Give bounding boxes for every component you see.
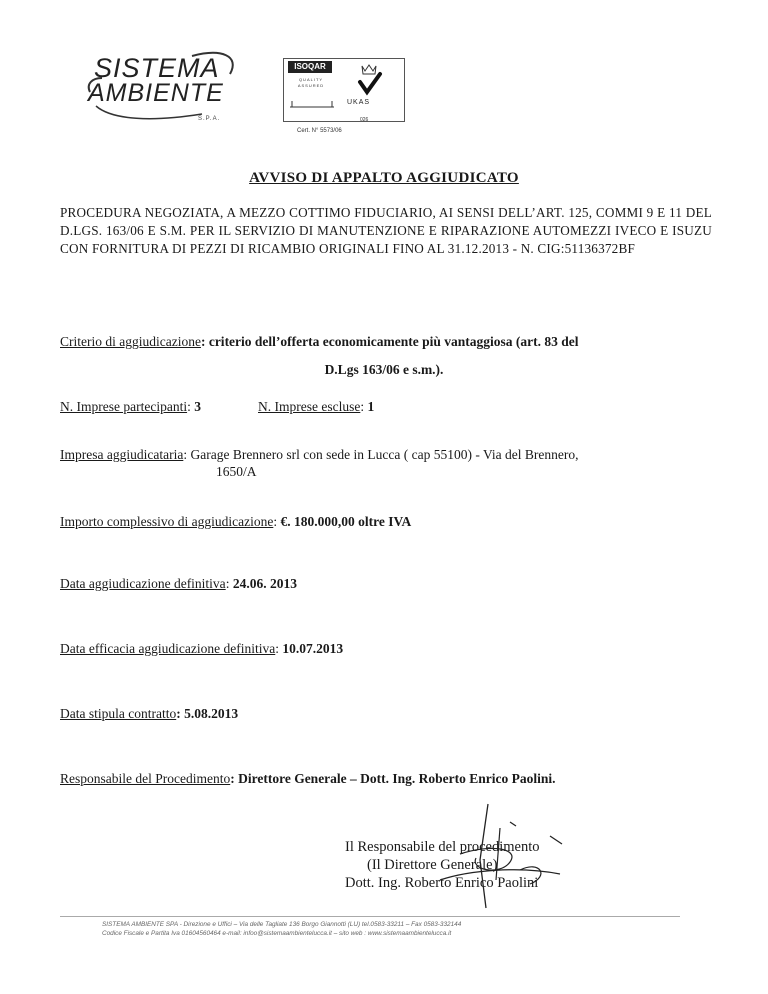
impresa-aggiudicataria-row: Impresa aggiudicataria: Garage Brennero srl con sede in Lucca ( cap 55100) - Via del Brennero, [60, 447, 579, 462]
quality-assured-label: QUALITY ASSURED [297, 77, 325, 88]
scale-icon [288, 97, 336, 111]
handwritten-signature [400, 800, 580, 910]
logo-text-ambiente: AMBIENTE [88, 79, 224, 107]
impresa-aggiudicataria-value: Garage Brennero srl con sede in Lucca ( cap 55100) - Via del Brennero, [190, 447, 579, 462]
criterio-value-continued: D.Lgs 163/06 e s.m.). [324, 362, 444, 377]
impresa-aggiudicataria-label: Impresa aggiudicataria [60, 447, 184, 462]
criterio-row: Criterio di aggiudicazione: criterio dell’offerta economicamente più vantaggiosa (art. 83 del [60, 334, 579, 349]
isoqar-label: ISOQAR [288, 61, 332, 73]
criterio-label: Criterio di aggiudicazione [60, 334, 201, 349]
data-aggiudicazione-row: Data aggiudicazione definitiva: 24.06. 2013 [60, 576, 297, 591]
data-efficacia-value: 10.07.2013 [282, 641, 344, 656]
imprese-partecipanti-row: N. Imprese partecipanti: 3 [60, 399, 201, 414]
imprese-partecipanti-value: 3 [194, 399, 201, 414]
responsabile-label: Responsabile del Procedimento [60, 771, 231, 786]
data-stipula-value: 5.08.2013 [184, 706, 239, 721]
document-title: AVVISO DI APPALTO AGGIUDICATO [249, 170, 519, 186]
impresa-aggiudicataria-address-continued: 1650/A [216, 464, 257, 479]
ukas-crown-check-icon [352, 62, 386, 98]
responsabile-row: Responsabile del Procedimento: Direttore Generale – Dott. Ing. Roberto Enrico Paolini. [60, 771, 556, 786]
data-efficacia-label: Data efficacia aggiudicazione definitiva [60, 641, 276, 656]
footer [102, 920, 461, 938]
imprese-escluse-value: 1 [367, 399, 375, 414]
footer-divider [60, 916, 680, 917]
criterio-value: criterio dell’offerta economicamente più vantaggiosa (art. 83 del [208, 334, 579, 349]
ukas-label: UKAS [347, 99, 371, 106]
procedure-description: PROCEDURA NEGOZIATA, A MEZZO COTTIMO FIDUCIARIO, AI SENSI DELL’ART. 125, COMMI 9 E 11 DEL D.LGS. 163/06 E S.M. PER IL SERVIZIO DI MANUTENZIONE E RIPARAZIONE AUTOMEZZI IVECO E ISUZU CON FORNITURA DI PEZZI DI RICAMBIO ORIGINALI FINO AL 31.12.2013 - N. CIG:51136372BF [60, 205, 712, 256]
signature-line-role: Il Responsabile del procedimento [345, 839, 540, 855]
imprese-partecipanti-label: N. Imprese partecipanti [60, 399, 188, 414]
signature-line-name: Dott. Ing. Roberto Enrico Paolini [345, 875, 539, 891]
imprese-escluse-row: N. Imprese escluse: 1 [258, 399, 375, 414]
data-efficacia-row: Data efficacia aggiudicazione definitiva: 10.07.2013 [60, 641, 344, 656]
ukas-number: 026 [360, 117, 369, 123]
logo-text-spa: S.P.A. [198, 116, 221, 122]
importo-label: Importo complessivo di aggiudicazione [60, 514, 274, 529]
certificate-number: Cert. N° 5573/06 [297, 128, 342, 134]
logo-text-sistema: SISTEMA [94, 53, 220, 83]
data-aggiudicazione-value: 24.06. 2013 [232, 576, 297, 591]
importo-row: Importo complessivo di aggiudicazione: €. 180.000,00 oltre IVA [60, 514, 412, 529]
footer-address: SISTEMA AMBIENTE SPA - Direzione e Uffici – Via delle Tagliate 136 Borgo Giannotti (LU) tel.0583-33211 – Fax 0583-332144 [102, 921, 462, 928]
data-stipula-label: Data stipula contratto [60, 706, 177, 721]
importo-value: €. 180.000,00 oltre IVA [280, 514, 412, 529]
responsabile-value: Direttore Generale – Dott. Ing. Roberto Enrico Paolini. [238, 771, 556, 786]
data-stipula-row: Data stipula contratto: 5.08.2013 [60, 706, 239, 721]
data-aggiudicazione-label: Data aggiudicazione definitiva [60, 576, 226, 591]
footer-tax-contact: Codice Fiscale e Partita Iva 01604560464 e-mail: infoo@sistemaambientelucca.it – sito web : www.sistemaambientelucca.it [102, 930, 452, 937]
signature-line-title: (Il Direttore Generale) [367, 857, 498, 873]
imprese-escluse-label: N. Imprese escluse [258, 399, 361, 414]
